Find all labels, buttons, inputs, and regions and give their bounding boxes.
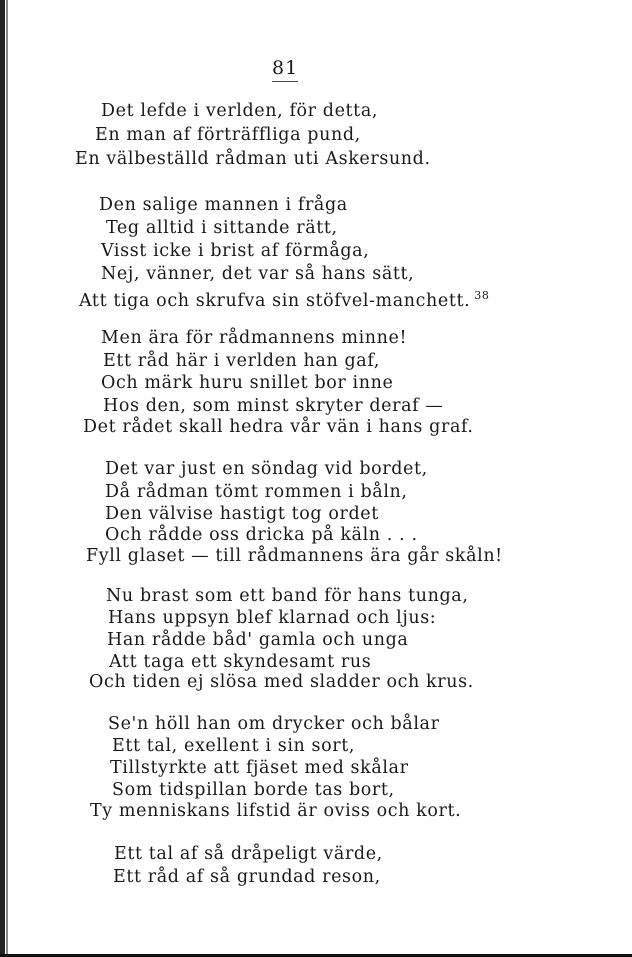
poem-line: Ett råd af så grundad reson, <box>113 867 381 887</box>
poem-line: Det var just en söndag vid bordet, <box>105 459 428 479</box>
poem-line: Teg alltid i sittande rätt, <box>106 218 338 238</box>
poem-line: Ty menniskans lifstid är oviss och kort. <box>90 801 462 821</box>
page-edge-shadow <box>0 0 5 957</box>
poem-line: Ett tal af så dråpeligt värde, <box>114 844 383 864</box>
poem-line: Se'n höll han om drycker och bålar <box>108 714 440 734</box>
poem-line: Hos den, som minst skryter deraf — <box>103 396 444 416</box>
page-edge-line <box>6 0 8 957</box>
poem-line: Han rådde båd' gamla och unga <box>107 630 409 650</box>
poem-line: Då rådman tömt rommen i båln, <box>105 482 408 502</box>
poem-line: Som tidspillan borde tas bort, <box>112 780 395 800</box>
poem-line: Nu brast som ett band för hans tunga, <box>106 586 469 606</box>
poem-line: Tillstyrkte att fjäset med skålar <box>110 758 409 778</box>
poem-line: Att taga ett skyndesamt rus <box>109 652 372 672</box>
poem-line: Och rådde oss dricka på käln . . . <box>105 525 418 545</box>
poem-line: Ett råd här i verlden han gaf, <box>103 351 380 371</box>
poem-line: Och märk huru snillet bor inne <box>101 373 394 393</box>
poem-line: Hans uppsyn blef klarnad och ljus: <box>108 608 437 628</box>
footnote-marker: 38 <box>474 289 490 302</box>
page-number: 81 <box>272 57 298 82</box>
poem-line: Den välvise hastigt tog ordet <box>105 504 379 524</box>
poem-line <box>79 285 489 312</box>
poem-line: Visst icke i brist af förmåga, <box>101 241 370 261</box>
poem-line-text: Att tiga och skrufva sin stöfvel-manchett. <box>79 291 471 311</box>
poem-line: Nej, vänner, det var så hans sätt, <box>101 264 415 284</box>
poem-line: Och tiden ej slösa med sladder och krus. <box>89 672 474 692</box>
poem-line: Men ära för rådmannens minne! <box>101 328 408 348</box>
poem-line: En välbeställd rådman uti Askersund. <box>75 149 431 169</box>
poem-line: En man af förträffliga pund, <box>95 125 361 145</box>
poem-line: Det lefde i verlden, för detta, <box>101 101 379 121</box>
poem-line: Det rådet skall hedra vår vän i hans graf. <box>83 417 474 437</box>
poem-line: Ett tal, exellent i sin sort, <box>112 736 356 756</box>
poem-line: Den salige mannen i fråga <box>99 195 348 215</box>
poem-line: Fyll glaset — till rådmannens ära går skåln! <box>86 546 503 566</box>
